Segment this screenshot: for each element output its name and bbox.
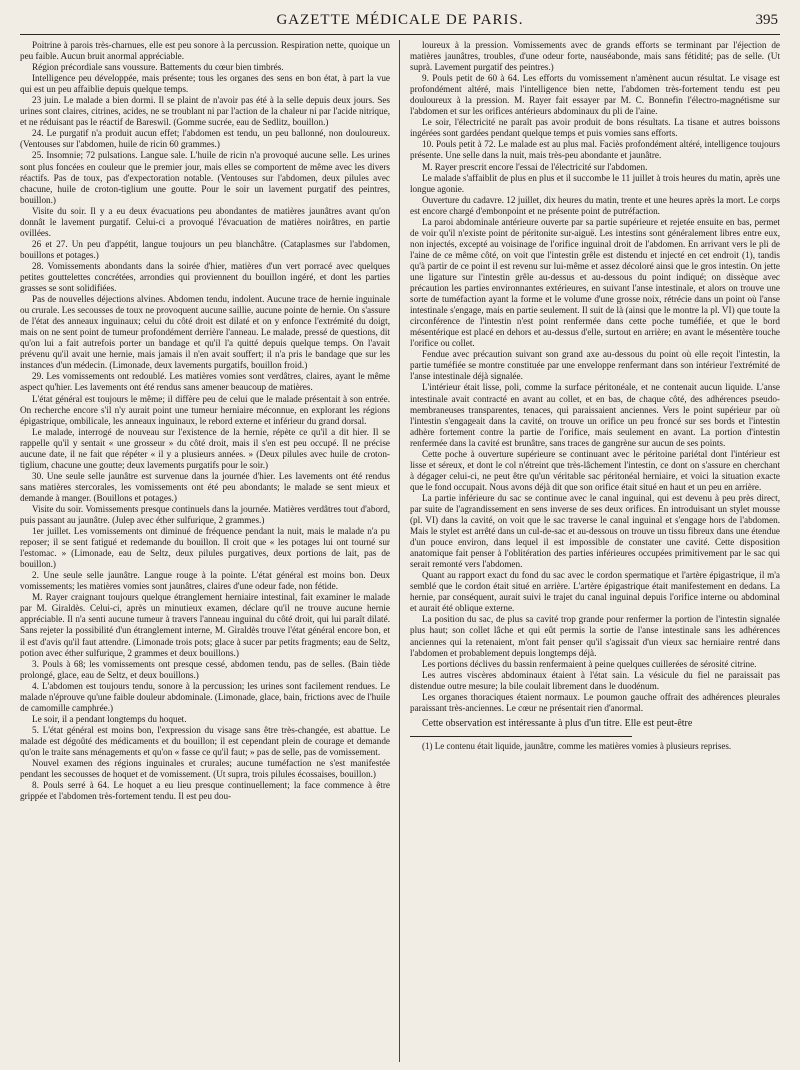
paragraph: 9. Pouls petit de 60 à 64. Les efforts du vomissement n'amènent aucun résultat. Le visage est profondément altéré, mais l'intelligence bien nette, l'abdomen très-fortement tendu est peu douloureux à la pression. M. Rayer fait essayer par M. C. Bonnefin l'électro-magnétisme sur l'abdomen et sur les orifices antérieurs abdominaux du pli de l'aine. (410, 73, 780, 117)
paragraph: Les organes thoraciques étaient normaux. Le poumon gauche offrait des adhérences pleurales paraissant très-anciennes. Le cœur ne présentait rien d'anormal. (410, 691, 780, 713)
paragraph: Région précordiale sans voussure. Battements du cœur bien timbrés. (32, 62, 284, 73)
column-divider (399, 40, 400, 1062)
paragraph: 1er juillet. Les vomissements ont diminué de fréquence pendant la nuit, mais le malade n'a pu reposer; il se sent fatigué et redemande du bouillon. Il croit que « les potages lui ont tourné sur l'estomac. » (Limonade, eau de Seltz, deux pilules purgatives, deux portions de lait, pas de bouillon.) (20, 526, 390, 570)
paragraph: 24. Le purgatif n'a produit aucun effet; l'abdomen est tendu, un peu ballonné, non douloureux. (Ventouses sur l'abdomen, huile de ricin 60 grammes.) (20, 128, 390, 150)
paragraph: loureux à la pression. Vomissements avec de grands efforts se terminant par l'éjection de matières jaunâtres, troubles, d'une odeur forte, nauséabonde, mais sans fétidité; pas de selle. (Ut suprà. Lavement purgatif des peintres.) (410, 40, 780, 73)
paragraph: 2. Une seule selle jaunâtre. Langue rouge à la pointe. L'état général est moins bon. Deux vomissements; les matières vomies sont jaunâtres, claires d'une odeur fade, non fétide. (20, 570, 390, 592)
paragraph: 23 juin. Le malade a bien dormi. Il se plaint de n'avoir pas été à la selle depuis deux jours. Ses urines sont claires, citrines, acides, ne se troublant ni par l'action de la chaleur ni par l'acide nitrique, et ne réduisant pas le réactif de Bareswil. (Gomme sucrée, eau de Sedlitz, bouillon.) (20, 95, 390, 128)
paragraph: La paroi abdominale antérieure ouverte par sa partie supérieure et rejetée ensuite en bas, permet de voir qu'il n'existe point de péritonite sur-aiguë. Les intestins sont généralement libres entre eux, non injectés, excepté au voisinage de l'orifice inguinal droit de l'abdomen. En arrivant vers le pli de l'aine de ce même côté, on voit que l'intestin grêle est distendu et injecté en cet endroit (1), tandis qu'à partir de ce point il est revenu sur lui-même et assez décoloré ainsi que le gros intestin. On jette une ligature sur l'intestin grêle au-dessus et au-dessous du point indiqué; on dissèque avec précaution les parties environnantes extérieures, en suivant l'anse intestinale, et alors on trouve une sorte de tuméfaction ayant la forme et le volume d'une grosse noix, rétrécie dans un point où l'anse intestinale s'engage, mais en partie seulement. Il suit de là (ainsi que le montre la pl. VI) que toute la circonférence de l'intestin n'est point renfermée dans cette poche tuméfiée, et que le bord mésentérique est placé en dehors et au-dessus d'elle, surtout en arrière; en avant le mésentère touche l'orifice ou collet. (410, 216, 780, 349)
paragraph: 5. L'état général est moins bon, l'expression du visage sans être très-changée, est abattue. Le malade est dégoûté des médicaments et du bouillon; il est cependant plein de courage et demande qu'on le traite sans ménagements et qu'on « fasse ce qu'il faut; » pas de selle, pas de vomissement. (20, 724, 390, 757)
right-column-paragraphs (410, 40, 780, 714)
paragraph: 30. Une seule selle jaunâtre est survenue dans la journée d'hier. Les lavements ont été rendus sans matières stercorales, les vomissements ont été peu abondants; le malade se sent mieux et demande à manger. (Bouillons et potages.) (20, 470, 390, 503)
paragraph: L'état général est toujours le même; il diffère peu de celui que le malade présentait à son entrée. On recherche encore s'il n'y aurait point une tumeur herniaire méconnue, en explorant les régions épigastrique, ombilicale, les anneaux inguinaux, le rebord externe et inférieur du grand dorsal. (20, 393, 390, 426)
paragraph: Visite du soir. Il y a eu deux évacuations peu abondantes de matières jaunâtres avant qu'on donnât le lavement purgatif. Celui-ci a provoqué l'évacuation de matières noirâtres, en partie ovillées. (20, 205, 390, 238)
page-number: 395 (755, 12, 778, 28)
paragraph: La partie inférieure du sac se continue avec le canal inguinal, qui est devenu à peu près direct, par suite de l'agrandissement en sens inverse de ses deux orifices. En introduisant un stylet mousse (pl. VI) dans la cavité, on voit que le sac traverse le canal inguinal et s'engage hors de l'abdomen. Mais le stylet est arrêté dans un cul-de-sac et au-dessous on trouve un tissu fibreux dans une étendue d'un pouce environ, dans lequel il est impossible de constater une cavité. Cette disposition anatomique fait penser à l'oblitération des parties inférieures occupées primitivement par le sac qui serait remonté vers l'abdomen. (410, 492, 780, 570)
paragraph: 3. Pouls à 68; les vomissements ont presque cessé, abdomen tendu, pas de selles. (Bain tiède prolongé, glace, eau de Seltz, et deux bouillons.) (20, 658, 390, 680)
paragraph: 10. Pouls petit à 72. Le malade est au plus mal. Faciès profondément altéré, intelligence toujours présente. Une selle dans la nuit, mais très-peu abondante et jaunâtre. (410, 139, 780, 161)
left-column (20, 40, 390, 1062)
paragraph: 29. Les vomissements ont redoublé. Les matières vomies sont verdâtres, claires, ayant le même aspect qu'hier. Les lavements ont été rendus sans amener beaucoup de matières. (20, 371, 390, 393)
paragraph: Pas de nouvelles déjections alvines. Abdomen tendu, indolent. Aucune trace de hernie inguinale ou crurale. Les secousses de toux ne provoquent aucune saillie, aucune pointe de hernie. On s'assure de l'état des anneaux inguinaux; celui du côté droit est dilaté et on y enfonce l'extrémité du doigt, mais on ne sent point de tumeur profondément derrière l'anneau. Le malade, pressé de questions, dit qu'on lui a fait autrefois porter un bandage et qu'il l'a quitté depuis quelque temps. On l'avait prévenu qu'il avait une hernie, mais jamais il n'en avait souffert; il n'a pris le bandage que sur les instances d'un médecin. (Limonade, deux lavements purgatifs, bouillon froid.) (20, 294, 390, 371)
paragraph: Nouvel examen des régions inguinales et crurales; aucune tuméfaction ne s'est manifestée pendant les secousses de hoquet et de vomissement. (Ut supra, trois pilules écossaises, bouillon.) (20, 758, 390, 780)
paragraph: Le soir, l'électricité ne paraît pas avoir produit de bons résultats. La tisane et autres boissons ingérées sont gardées pendant quelque temps et puis vomies sans efforts. (410, 117, 780, 139)
paragraph: Poitrine à parois très-charnues, elle est peu sonore à la percussion. Respiration nette, quoique un peu faible. Aucun bruit anormal appréciable. (20, 40, 390, 62)
paragraph: Quant au rapport exact du fond du sac avec le cordon spermatique et l'artère épigastrique, il m'a semblé que le cordon était situé en arrière. L'artère épigastrique était manifestement en dedans. La hernie, par conséquent, aurait suivi le trajet du canal inguinal depuis l'orifice interne ou abdominal et aurait été oblique externe. (410, 570, 780, 614)
paragraph: Intelligence peu développée, mais présente; tous les organes des sens en bon état, à part la vue qui est un peu affaiblie depuis quelque temps. (20, 73, 390, 95)
page-header (20, 12, 780, 35)
paragraph: 26 et 27. Un peu d'appétit, langue toujours un peu blanchâtre. (Cataplasmes sur l'abdomen, bouillons et potages.) (20, 238, 390, 260)
paragraph: Visite du soir. Vomissements presque continuels dans la journée. Matières verdâtres tout d'abord, puis passant au jaunâtre. (Julep avec éther sulfurique, 2 grammes.) (20, 503, 390, 526)
footnote-separator (410, 736, 632, 737)
paragraph: La position du sac, de plus sa cavité trop grande pour renfermer la portion de l'intestin signalée plus haut; son collet lâche et qui eût permis la sortie de l'anse intestinale sans les adhérences anciennes qui la retenaient, m'ont fait penser qu'il s'agissait d'un vieux sac herniaire rentré dans l'abdomen et probablement depuis longtemps déjà. (410, 614, 780, 658)
paragraph: M. Rayer prescrit encore l'essai de l'électricité sur l'abdomen. (422, 161, 648, 172)
paragraph: Les portions déclives du bassin renfermaient à peine quelques cuillerées de sérosité citrine. (422, 658, 757, 669)
paragraph: L'intérieur était lisse, poli, comme la surface péritonéale, et ne contenait aucun liquide. L'anse intestinale avait contracté en avant au collet, et en bas, de chaque côté, des adhérences pseudo-membraneuses transparentes, tenaces, qui paraissaient anciennes. Vers le point supérieur par où l'intestin s'engageait dans la cavité, on trouve un orifice un peu froncé sur ses bords et l'intestin adhère fortement contre la partie de l'orifice, mais seulement en avant. La portion d'intestin renfermée dans la cavité est brunâtre, sans traces de gangrène sur aucun de ses points. (410, 382, 780, 448)
paragraph: 25. Insomnie; 72 pulsations. Langue sale. L'huile de ricin n'a provoqué aucune selle. Les urines sont plus foncées en couleur que le premier jour, mais elles se comportent de même avec les divers réactifs. Pas de toux, pas d'expectoration notable. (Ventouses sur l'abdomen, deux pilules avec chacune, huile de croton-tiglium une goutte. Pour le soir un lavement purgatif des peintres, bouillon.) (20, 150, 390, 205)
paragraph: 8. Pouls serré à 64. Le hoquet a eu lieu presque continuellement; la face commence à être grippée et l'abdomen très-fortement tendu. Il est peu dou- (20, 780, 390, 802)
paragraph: Le soir, il a pendant longtemps du hoquet. (32, 713, 187, 724)
journal-title: GAZETTE MÉDICALE DE PARIS. (276, 12, 524, 28)
paragraph: Les autres viscères abdominaux étaient à l'état sain. La vésicule du fiel ne paraissait pas distendue outre mesure; la bile coulait librement dans le duodénum. (410, 669, 780, 691)
paragraph: 4. L'abdomen est toujours tendu, sonore à la percussion; les urines sont facilement rendues. Le malade n'éprouve qu'une faible douleur abdominale. (Limonade, glace, bain, frictions avec de l'huile de camomille camphrée.) (20, 680, 390, 713)
paragraph: Cette poche à ouverture supérieure se continuant avec le péritoine pariétal dont l'intérieur est lisse et séreux, et dont le col n'étreint que très-lâchement l'intestin, ce dont on s'assure en cherchant à dégager celui-ci, ne peut être qu'un véritable sac péritonéal herniaire, et voici la situation exacte que le fond occupait. Nous avons déjà dit que son orifice était situé en haut et un peu en arrière. (410, 448, 780, 492)
paragraph: Fendue avec précaution suivant son grand axe au-dessous du point où elle reçoit l'intestin, la partie tuméfiée se montre constituée par une enveloppe renfermant dans son intérieur l'extrémité de l'anse intestinale déjà signalée. (410, 349, 780, 382)
right-column (410, 40, 780, 1062)
paragraph: Le malade s'affaiblit de plus en plus et il succombe le 11 juillet à trois heures du matin, après une longue agonie. (410, 172, 780, 194)
paragraph: Ouverture du cadavre. 12 juillet, dix heures du matin, trente et une heures après la mort. Le corps est encore chargé d'embonpoint et ne présente point de putréfaction. (410, 194, 780, 216)
paragraph: M. Rayer craignant toujours quelque étranglement herniaire intestinal, fait examiner le malade par M. Giraldès. Celui-ci, après un minutieux examen, déclare qu'il ne trouve aucune hernie appréciable. Il n'a senti aucune tumeur à travers l'anneau inguinal du côté droit, qui lui paraît dilaté. Sans rejeter la possibilité d'un étranglement interne, M. Giraldès trouve l'état général encore bon, et il est d'avis qu'il faut attendre. (Limonade trois pots; glace à sucer par petits fragments; eau de Seltz, potion avec éther sulfurique, 2 grammes et deux bouillons.) (20, 592, 390, 658)
footnote: (1) Le contenu était liquide, jaunâtre, comme les matières vomies à plusieurs reprises. (422, 740, 732, 751)
paragraph: 28. Vomissements abondants dans la soirée d'hier, matières d'un vert porracé avec quelques petites gouttelettes concrétées, arrondies qui proviennent du bouillon ingéré, et dont les parties grasses se sont solidifiées. (20, 260, 390, 294)
paragraph: Le malade, interrogé de nouveau sur l'existence de la hernie, répète ce qu'il a dit hier. Il se rappelle qu'il y sentait « une grosseur » du côté droit, mais il s'en est peu occupé. Il ne précise aucune date, il ne fait que répéter « il y a plusieurs années. » (Deux pilules avec huile de croton-tiglium, chacune une goutte; deux lavements purgatifs pour le soir.) (20, 426, 390, 470)
closing-line: Cette observation est intéressante à plus d'un titre. Elle est peut-être (422, 717, 693, 729)
